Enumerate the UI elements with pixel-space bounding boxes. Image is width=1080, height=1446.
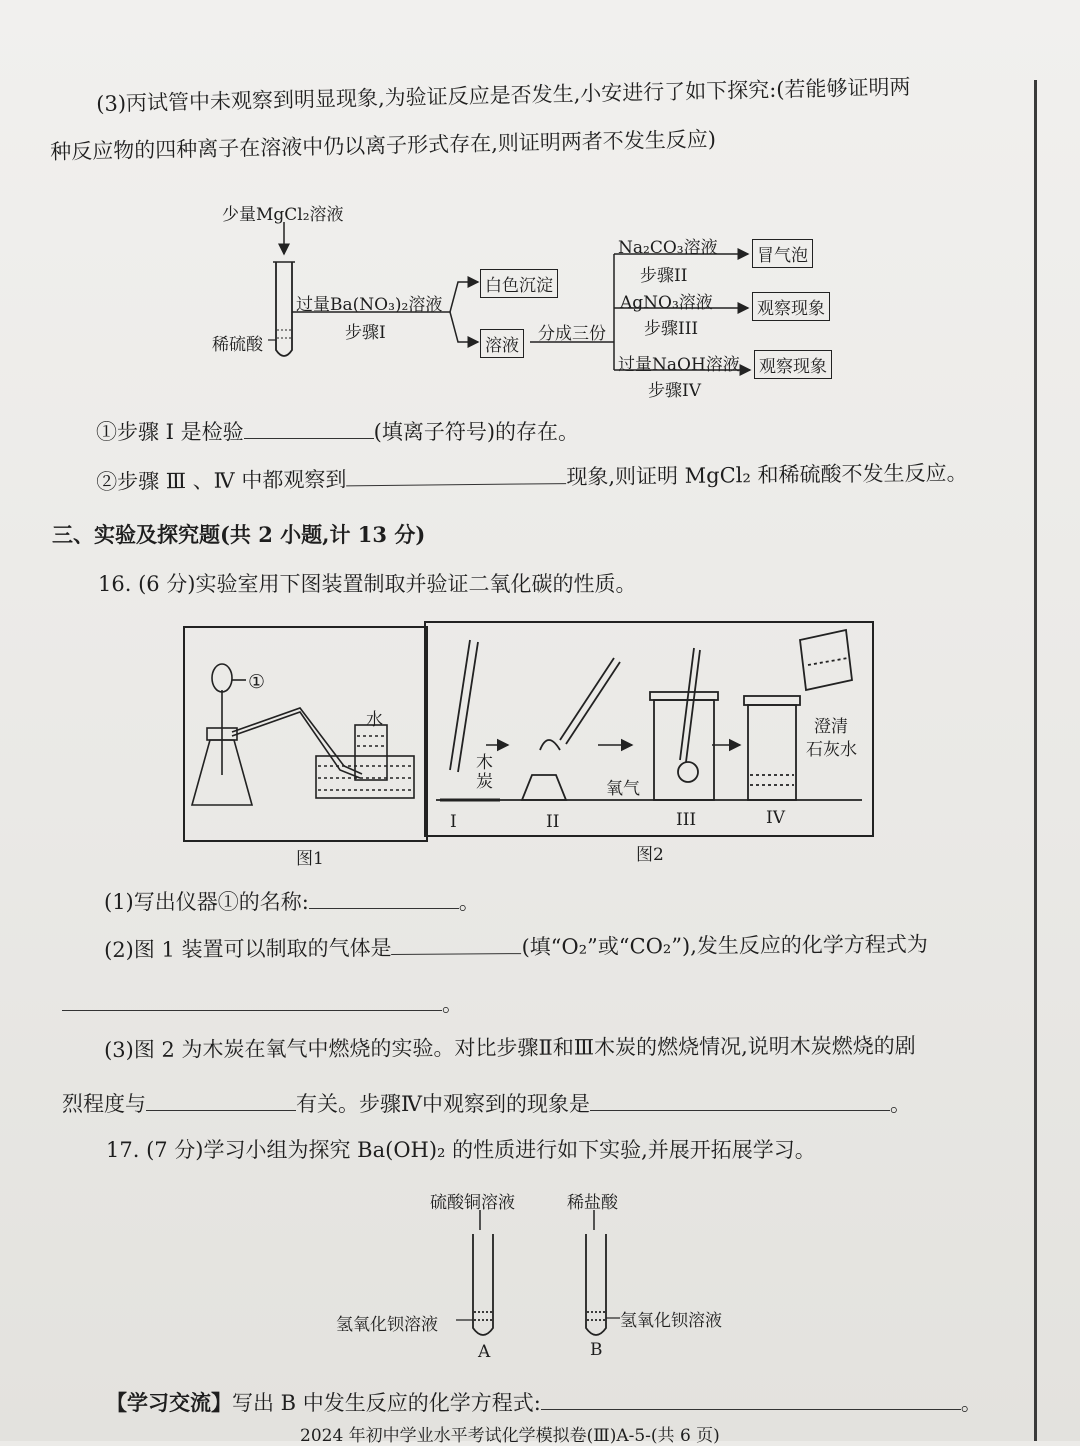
q16-p2-text-b: (填“O₂”或“CO₂”),发生反应的化学方程式为	[521, 932, 928, 960]
tube-b-letter: B	[590, 1340, 603, 1360]
sub1-text-a: ①步骤 I 是检验	[96, 420, 244, 444]
figure-drawings	[0, 600, 1080, 860]
observe-box-2: 观察现象	[754, 350, 832, 379]
white-precipitate-box: 白色沉淀	[480, 269, 558, 298]
na2co3-label: Na₂CO₃溶液	[618, 238, 718, 258]
observe-box-1: 观察现象	[752, 292, 830, 321]
step-I-label: I	[450, 812, 457, 832]
q16-p3-text-b: 烈程度与	[62, 1092, 146, 1116]
step2-label: 步骤II	[640, 266, 688, 286]
q16-p2-end: 。	[442, 992, 463, 1016]
tube-a-letter: A	[478, 1342, 491, 1362]
q16-p2-text: (2)图 1 装置可以制取的气体是	[104, 935, 392, 962]
answer-blank-phenomenon[interactable]	[346, 465, 566, 486]
charcoal-label: 木炭	[476, 753, 493, 792]
reagent-mgcl2-label: 少量MgCl₂溶液	[222, 205, 344, 225]
q17-stem: 17. (7 分)学习小组为探究 Ba(OH)₂ 的性质进行如下实验,并展开拓展学习。	[106, 1138, 816, 1162]
test-tube-icon	[273, 262, 295, 356]
tube-a-solution-label: 氢氧化钡溶液	[336, 1315, 438, 1335]
naoh-label: 过量NaOH溶液	[618, 355, 740, 375]
flow-arrows	[0, 0, 1080, 420]
q16-stem: 16. (6 分)实验室用下图装置制取并验证二氧化碳的性质。	[98, 572, 637, 596]
step1-label: 步骤I	[345, 323, 386, 343]
answer-blank-observation[interactable]	[590, 1092, 890, 1111]
q17-exchange	[106, 1390, 982, 1416]
section-3-heading: 三、实验及探究题(共 2 小题,计 13 分)	[52, 522, 426, 547]
limewater-label-1: 澄清	[814, 717, 848, 737]
sub2-text-b: 现象,则证明 MgCl₂ 和稀硫酸不发生反应。	[566, 460, 968, 490]
q15-3-intro-line2: 种反应物的四种离子在溶液中仍以离子形式存在,则证明两者不发生反应)	[50, 127, 717, 164]
q15-3-sub1	[96, 420, 579, 445]
reagent-cuso4-label: 硫酸铜溶液	[430, 1193, 515, 1213]
dilute-h2so4-label: 稀硫酸	[212, 335, 263, 355]
test-tube-a-icon	[473, 1234, 493, 1335]
answer-blank-ion[interactable]	[244, 420, 374, 439]
oxygen-label: 氧气	[606, 779, 640, 799]
exchange-end: 。	[960, 1391, 982, 1415]
q15-3-sub2	[96, 461, 968, 495]
answer-blank-factor[interactable]	[146, 1092, 296, 1111]
solution-box: 溶液	[480, 329, 524, 358]
q16-p1-end: 。	[458, 890, 480, 914]
q16-part3-line2	[62, 1092, 911, 1117]
step-II-label: II	[546, 812, 560, 832]
bubbles-box: 冒气泡	[752, 239, 813, 268]
step3-label: 步骤III	[644, 319, 699, 339]
q16-part3-line1: (3)图 2 为木炭在氧气中燃烧的实验。对比步骤Ⅱ和Ⅲ木炭的燃烧情况,说明木炭燃烧的剧	[104, 1033, 916, 1062]
agno3-label: AgNO₃溶液	[620, 293, 713, 313]
tube-b-solution-label: 氢氧化钡溶液	[620, 1311, 722, 1331]
q16-part1	[104, 890, 480, 915]
step4-label: 步骤IV	[648, 381, 701, 401]
step1-reagent-label: 过量Ba(NO₃)₂溶液	[296, 295, 443, 315]
figure-2-caption: 图2	[636, 845, 664, 865]
conical-flask-icon	[192, 664, 362, 805]
sub1-text-b: (填离子符号)的存在。	[373, 420, 580, 444]
answer-blank-equation-b[interactable]	[541, 1391, 961, 1410]
figure-1-caption: 图1	[296, 849, 324, 869]
q16-part2	[104, 932, 928, 963]
answer-blank-equation[interactable]	[62, 992, 442, 1011]
split-three-label: 分成三份	[538, 324, 606, 344]
q16-p1-text: (1)写出仪器①的名称:	[104, 890, 309, 914]
q17-tubes	[0, 1200, 1080, 1360]
instrument-marker-1: ①	[248, 671, 266, 693]
sub2-text-a: ②步骤 Ⅲ 、Ⅳ 中都观察到	[96, 467, 347, 494]
q16-part2-line2	[62, 992, 463, 1017]
q16-p3-end: 。	[889, 1092, 911, 1116]
limewater-label-2: 石灰水	[806, 740, 857, 760]
exchange-tag: 【学习交流】	[106, 1390, 232, 1415]
reagent-hcl-label: 稀盐酸	[567, 1193, 618, 1213]
exchange-text: 写出 B 中发生反应的化学方程式:	[232, 1391, 541, 1415]
answer-blank-gas[interactable]	[391, 935, 521, 955]
water-label: 水	[366, 710, 383, 730]
step-IV-label: IV	[766, 808, 785, 828]
test-tube-b-icon	[586, 1234, 606, 1335]
q16-p3-text-c: 有关。步骤Ⅳ中观察到的现象是	[296, 1092, 590, 1116]
answer-blank-instrument[interactable]	[309, 890, 459, 909]
q15-3-intro-line1: (3)丙试管中未观察到明显现象,为验证反应是否发生,小安进行了如下探究:(若能够证明两	[96, 74, 911, 116]
water-trough-icon	[316, 725, 414, 798]
tongs-charcoal-icon	[436, 630, 862, 800]
page-footer: 2024 年初中学业水平考试化学模拟卷(Ⅲ)A-5-(共 6 页)	[300, 1426, 720, 1446]
step-III-label: III	[676, 810, 697, 830]
